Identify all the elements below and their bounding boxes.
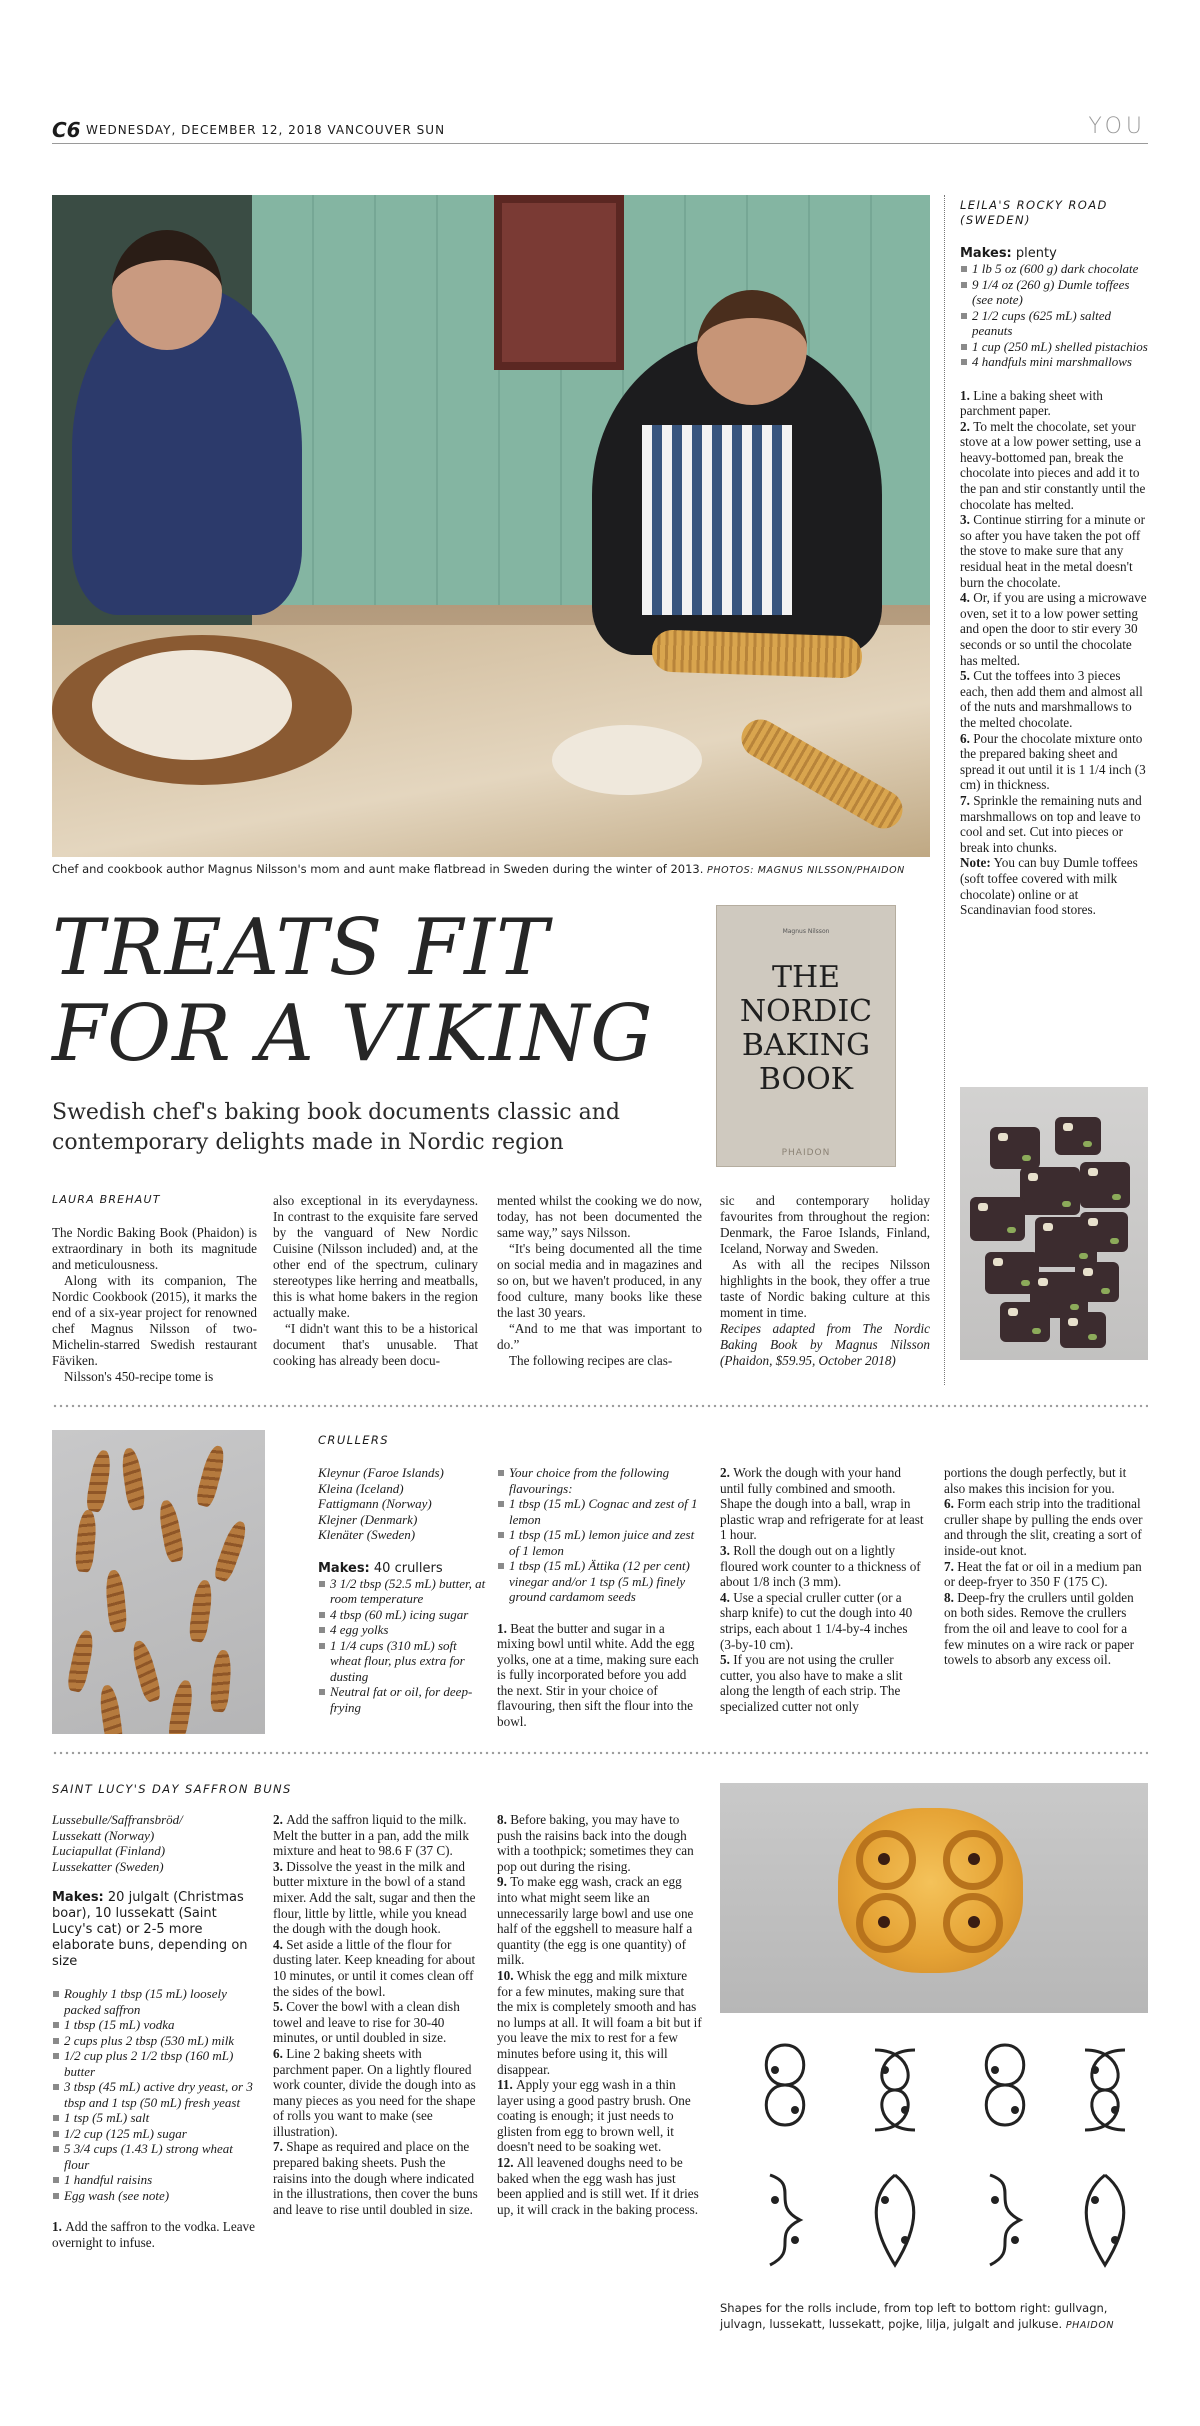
photo-credit: PHOTOS: MAGNUS NILSSON/PHAIDON [707,865,905,876]
rocky-road-piece [1080,1162,1130,1208]
alt-name: Kleina (Iceland) [318,1480,404,1496]
step-text: Deep-fry the crullers until golden on both sides. Remove the crullers from the oil and leave to cool for a few minutes on a wire rack or paper towels to absorb any excess oil. [944,1589,1135,1668]
main-photo-flatbread [52,195,930,857]
rocky-road-piece [1060,1312,1106,1348]
step-text: Dissolve the yeast in the milk and butter mixture in the bowl of a stand mixer. Add the salt, sugar and then the flour, little by little, while you knead the dough with the dough hook. [273,1858,476,1937]
ingredient: 1/2 cup plus 2 1/2 tbsp (160 mL) butter [52,2048,257,2079]
rocky-road-piece [1055,1117,1101,1155]
recipe-step [273,1859,478,1937]
cruller [120,1447,146,1511]
ingredient-list [960,261,1148,370]
illustration-credit: PHAIDON [1065,2320,1115,2331]
ingredient: 1 handful raisins [52,2172,257,2188]
caption-text: Chef and cookbook author Magnus Nilsson's mom and aunt make flatbread in Sweden during the winter of 2013. [52,862,704,876]
alt-name-list [318,1465,488,1543]
recipe-step [720,1590,925,1652]
step-number: 7. [944,1558,958,1574]
recipe-step [944,1496,1148,1558]
cruller [194,1444,227,1509]
recipe-step [720,1652,925,1714]
note-text: You can buy Dumle toffees (soft toffee covered with milk chocolate) online or at Scandinavian food stores. [960,855,1138,918]
paragraph: Nilsson's 450-recipe tome is [64,1369,214,1384]
yield-value: plenty [1015,246,1057,261]
ingredient: 4 egg yolks [318,1622,488,1638]
ingredient: Neutral fat or oil, for deep-frying [318,1684,488,1715]
yield-value: 40 crullers [373,1560,443,1576]
ingredient: 3 tbsp (45 mL) active dry yeast, or 3 tbsp and 1 tsp (50 mL) fresh yeast [52,2079,257,2110]
step-text: Sprinkle the remaining nuts and marshmallows on top and leave to cool and set. Cut into pieces or break into chunks. [960,792,1142,855]
alt-name: Lussekatter (Sweden) [52,1858,164,1874]
bun-shape-drawing [860,2165,930,2275]
step-text: To melt the chocolate, set your stove at a low power setting, use a heavy-bottomed pan, break the chocolate into pieces and add it to the pan and stir constantly until the chocolate has melted. [960,418,1146,512]
cruller [74,1509,97,1572]
ingredient: 1 tsp (5 mL) salt [52,2110,257,2126]
step-number: 12. [497,2155,517,2171]
paragraph: also exceptional in its everydayness. In contrast to the exquisite fare served by the vanguard of New Nordic Cuisine (Nilsson included) and, at the other end of the spectrum, culinary stereotypes like herring and meatballs, this is what home bakers in the region actually make. [273,1193,478,1320]
recipe-step [497,1968,702,2077]
step-number: 7. [273,2139,287,2155]
book-title-line: BAKING [741,1028,871,1063]
continued-text: portions the dough perfectly, but it also makes this incision for you. [944,1465,1127,1496]
recipe-step [720,1465,925,1543]
paragraph: “It's being documented all the time on social media and in magazines and so on, but we haven't produced, in any food culture, many books like these the last 30 years. [497,1241,702,1320]
paragraph: “I didn't want this to be a historical document that's unusable. That cooking has already been docu- [273,1321,478,1368]
flavouring: 1 tbsp (15 mL) lemon juice and zest of 1 lemon [497,1527,702,1558]
alt-name: Klenäter (Sweden) [318,1527,416,1543]
headline-line-2: FOR A VIKING [52,989,654,1079]
step-text: Whisk the egg and milk mixture for a few minutes, making sure that the mix is completely smooth and has no lumps at all. It will foam a bit but if you leave the mix to rest for a few minutes before using it, this will disappear. [497,1967,702,2077]
step-text: Apply your egg wash in a thin layer using a good pastry brush. One coating is enough; it just needs to glisten from egg to brown well, it doesn't need to be soaking wet. [497,2077,691,2155]
recipe-step [273,2046,478,2140]
column-rule [944,195,945,1385]
step-number: 2. [960,418,974,434]
article-col-4 [720,1193,930,1369]
headline [52,905,712,1077]
rocky-road-piece [1020,1167,1080,1215]
recipe-step [960,793,1148,855]
ingredient: Egg wash (see note) [52,2188,257,2204]
step-text: Set aside a little of the flour for dusting later. Keep kneading for about 10 minutes, or until it comes clean off the sides of the bowl. [273,1936,476,1999]
step-text: Continue stirring for a minute or so after you have taken the pot off the stove to make sure that any residual heat in the metal doesn't burn the chocolate. [960,512,1145,590]
bun-shape-drawing [1070,2165,1140,2275]
step-text: Form each strip into the traditional cruller shape by pulling the ends over and through the slit, creating a sort of inside-out knot. [944,1496,1143,1558]
step-text: Work the dough with your hand until fully combined and smooth. Shape the dough into a ball, wrap in plastic wrap and refrigerate for at least 1 hour. [720,1465,924,1543]
bun-shape-drawing [750,2165,820,2275]
step-text: Cut the toffees into 3 pieces each, then add them and almost all of the nuts and marshmallows to the melted chocolate. [960,668,1143,730]
flavouring-heading: Your choice from the following flavourings: [497,1465,702,1496]
page-number: C6 [52,118,81,142]
ingredient: 1 tbsp (15 mL) vodka [52,2017,257,2033]
crullers-col-4 [944,1465,1148,1668]
flavouring: 1 tbsp (15 mL) Ättika (12 per cent) vinegar and/or 1 tsp (5 mL) finely ground cardamom seeds [497,1558,702,1605]
ingredient: 3 1/2 tbsp (52.5 mL) butter, at room temperature [318,1576,488,1607]
saffron-col-1 [52,1812,257,2251]
rocky-road-piece [1075,1262,1119,1302]
step-number: 4. [720,1589,734,1605]
ingredient: 1/2 cup (125 mL) sugar [52,2126,257,2142]
recipe-step [273,1812,478,1859]
rocky-road-photo [960,1087,1148,1360]
book-cover [716,905,896,1167]
bun-shape-drawing [750,2035,820,2145]
step-text: Shape as required and place on the prepared baking sheets. Push the raisins into the dough where indicated in the illustrations, then cover the buns and leave to rise until doubled in size. [273,2139,478,2217]
step-text: Pour the chocolate mixture onto the prepared baking sheet and spread it out until it is 1 1/4 inch (3 cm) in thickness. [960,730,1146,793]
recipe-title: CRULLERS [318,1433,390,1447]
step-list [960,388,1148,856]
recipe-step [720,1543,925,1590]
alt-name: Luciapullat (Finland) [52,1843,166,1859]
headline-line-1: TREATS FIT [52,903,549,993]
step-list [52,2219,257,2250]
step-text: Heat the fat or oil in a medium pan or deep-fryer to 350 F (175 C). [944,1558,1142,1590]
recipe-step [273,1937,478,1999]
article-col-1 [52,1225,257,1385]
step-number: 3. [273,1858,287,1874]
recipe-yield [52,1890,257,1970]
ingredient-list [52,1986,257,2203]
dek: Swedish chef's baking book documents classic and contemporary delights made in Nordic region [52,1100,620,1155]
recipe-step [273,2139,478,2217]
step-number: 5. [720,1652,734,1668]
paragraph: The following recipes are clas- [509,1353,673,1368]
page-folio [52,114,1148,144]
section-divider [52,1750,1148,1756]
caption-text: Shapes for the rolls include, from top left to bottom right: gullvagn, julvagn, lussekatt, lussekatt, pojke, lilja, julgalt and julkuse. [720,2301,1108,2331]
cruller [188,1579,214,1643]
step-number: 5. [273,1999,287,2015]
step-number: 10. [497,1967,517,1983]
step-text: Roll the dough out on a lightly floured work counter to a thickness of about 1/8 inch (3 mm). [720,1542,921,1590]
step-number: 3. [720,1542,734,1558]
step-number: 2. [273,1812,287,1827]
cruller [167,1679,195,1734]
step-number: 1. [497,1620,511,1636]
rocky-road-piece [990,1127,1040,1169]
book-title-line: NORDIC [739,994,873,1029]
paragraph: Along with its companion, The Nordic Cookbook (2015), it marks the end of a six-year project for renowned chef Magnus Nilsson of two-Michelin-starred Swedish restaurant Fäviken. [52,1273,257,1368]
crullers-col-2 [497,1465,702,1730]
recipe-title: SAINT LUCY'S DAY SAFFRON BUNS [52,1782,292,1796]
cruller [129,1639,162,1704]
step-text: Cover the bowl with a clean dish towel and leave to rise for 30-40 minutes, or until doubled in size. [273,1999,460,2046]
book-title-line: THE [771,960,841,995]
step-number: 1. [960,387,974,403]
illustration-caption [720,2300,1148,2334]
step-text: Beat the butter and sugar in a mixing bowl until white. Add the egg yolks, one at a time, making sure each is fully incorporated before you add the next. Stir in your choice of flavouring, then sift the flour into the bowl. [497,1620,699,1730]
ingredient: 1 1/4 cups (310 mL) soft wheat flour, plus extra for dusting [318,1638,488,1685]
step-text: Add the saffron liquid to the milk. Melt the butter in a pan, add the milk mixture and heat to 98.6 F (37 C). [273,1812,469,1859]
alt-name: Klejner (Denmark) [318,1511,418,1527]
book-author: Magnus Nilsson [782,928,830,935]
recipe-title: LEILA'S ROCKY ROAD (SWEDEN) [960,198,1108,227]
ingredient: 2 1/2 cups (625 mL) salted peanuts [960,308,1148,339]
step-number: 4. [273,1936,287,1952]
yield-label: Makes: [52,1890,104,1906]
byline: LAURA BREHAUT [52,1193,161,1206]
step-number: 8. [497,1812,511,1827]
step-number: 2. [720,1465,734,1480]
rocky-road-piece [1000,1302,1050,1342]
step-text: Use a special cruller cutter (or a sharp knife) to cut the dough into 40 strips, each about 1 1/4-by-4 inches (3-by-10 cm). [720,1589,913,1652]
recipe-step [960,512,1148,590]
paragraph: mented whilst the cooking we do now, today, has not been documented the same way,” says Nilsson. [497,1193,702,1240]
step-number: 8. [944,1589,958,1605]
dateline: WEDNESDAY, DECEMBER 12, 2018 VANCOUVER SUN [86,123,446,137]
step-number: 11. [497,2077,517,2093]
ingredient: 9 1/4 oz (260 g) Dumle toffees (see note) [960,277,1148,308]
flavouring: 1 tbsp (15 mL) Cognac and zest of 1 lemon [497,1496,702,1527]
bun-shape-drawing [970,2035,1040,2145]
book-title [717,961,895,1097]
ingredient: 4 tbsp (60 mL) icing sugar [318,1607,488,1623]
step-number: 5. [960,668,974,684]
recipe-yield [318,1561,488,1576]
recipe-step [273,1999,478,2046]
recipe-note [960,855,1148,917]
step-text: Before baking, you may have to push the raisins back into the dough with a toothpick; sometimes they can pop out during the rising. [497,1812,694,1874]
rocky-road-piece [970,1197,1025,1241]
section-divider [52,1403,1148,1409]
ingredient: 5 3/4 cups (1.43 L) strong wheat flour [52,2141,257,2172]
book-publisher: PHAIDON [781,1148,831,1158]
main-photo-caption [52,862,932,876]
recipe-yield [960,246,1148,261]
crullers-photo [52,1430,265,1734]
bun-shape-drawing [860,2035,930,2145]
alt-name: Lussebulle/Saffransbröd/ [52,1812,183,1827]
bun-shapes-illustration [720,2025,1148,2295]
recipe-step [944,1590,1148,1668]
yield-label: Makes: [318,1560,370,1576]
ingredient: 4 handfuls mini marshmallows [960,354,1148,370]
bun-shape-drawing [1070,2035,1140,2145]
step-text: If you are not using the cruller cutter, you also have to make a slit along the length of each strip. The specialized cutter not only [720,1652,903,1714]
ingredient: 1 lb 5 oz (600 g) dark chocolate [960,261,1148,277]
recipe-step [960,668,1148,730]
yield-label: Makes: [960,246,1012,261]
saffron-col-3 [497,1812,702,2217]
step-text: All leavened doughs need to be baked when the egg wash has just been applied and is still wet. If it dries up, it will crack in the baking process. [497,2155,699,2217]
step-number: 6. [273,2045,287,2061]
step-list [944,1496,1148,1668]
ingredient: 2 cups plus 2 tbsp (530 mL) milk [52,2033,257,2049]
recipe-step [497,1621,702,1730]
recipe-step [960,388,1148,419]
note-label: Note: [960,855,991,871]
step-text: Line 2 baking sheets with parchment paper. On a lightly floured work counter, divide the dough into as many pieces as you need for the shape of rolls you want to make (see illustration). [273,2045,476,2139]
step-number: 1. [52,2219,66,2235]
alt-name: Lussekatt (Norway) [52,1827,155,1843]
step-list [497,1621,702,1730]
cruller [85,1449,113,1513]
step-text: Or, if you are using a microwave oven, set it to a low power setting and open the door to stir every 30 seconds or so until the chocolate has melted. [960,590,1147,668]
rocky-road-recipe [960,198,1148,918]
cruller [212,1519,250,1583]
recipe-source-note: Recipes adapted from The Nordic Baking Book by Magnus Nilsson (Phaidon, $59.95, October 2018) [720,1321,930,1368]
cruller [66,1629,96,1693]
step-number: 7. [960,792,974,808]
book-title-line: BOOK [758,1062,854,1097]
step-number: 4. [960,590,974,606]
paragraph: sic and contemporary holiday favourites from throughout the region: Denmark, the Faroe Islands, Finland, Iceland, Norway and Sweden. [720,1193,930,1256]
step-text: To make egg wash, crack an egg into what might seem like an unnecessarily large bowl and use one half of the eggshell to measure half a quantity (the egg is one quantity) of milk. [497,1874,694,1968]
crullers-col-3 [720,1465,925,1715]
recipe-step [497,1812,702,1874]
step-number: 9. [497,1874,511,1890]
article-col-2 [273,1193,478,1369]
recipe-step [960,590,1148,668]
recipe-step [944,1559,1148,1590]
recipe-step [497,2077,702,2155]
cruller [157,1499,185,1563]
article-col-3 [497,1193,702,1369]
saffron-col-2 [273,1812,478,2217]
cruller [104,1569,127,1632]
cruller [98,1684,124,1734]
paragraph: “And to me that was important to do.” [497,1321,702,1352]
flavouring-list [497,1465,702,1605]
step-text: Add the saffron to the vodka. Leave overnight to infuse. [52,2219,256,2250]
alt-name-list [52,1812,257,1874]
yield-value: 20 julgalt (Christmas boar), 10 lussekatt (Saint Lucy's cat) or 2-5 more elaborate buns, depending on size [52,1890,248,1970]
saffron-bun-photo [720,1783,1148,2013]
recipe-step [497,2155,702,2217]
recipe-step [497,1874,702,1968]
step-text: Line a baking sheet with parchment paper. [960,387,1103,419]
paragraph: As with all the recipes Nilsson highlights in the book, they offer a true taste of Nordic baking culture at this moment in time. [720,1257,930,1320]
ingredient-list [318,1576,488,1716]
cruller [209,1649,232,1712]
alt-name: Kleynur (Faroe Islands) [318,1465,444,1480]
paragraph: The Nordic Baking Book (Phaidon) is extraordinary in both its magnitude and meticulousness. [52,1225,257,1272]
section-name: YOU [1088,114,1146,139]
step-number: 6. [944,1496,958,1512]
recipe-step [960,419,1148,513]
step-number: 6. [960,730,974,746]
step-number: 3. [960,512,974,528]
rocky-road-piece [1080,1212,1128,1252]
recipe-step [960,731,1148,793]
alt-name: Fattigmann (Norway) [318,1496,432,1512]
ingredient: Roughly 1 tbsp (15 mL) loosely packed saffron [52,1986,257,2017]
bun-shape-drawing [970,2165,1040,2275]
crullers-col-1 [318,1465,488,1715]
recipe-step [52,2219,257,2250]
ingredient: 1 cup (250 mL) shelled pistachios [960,339,1148,355]
